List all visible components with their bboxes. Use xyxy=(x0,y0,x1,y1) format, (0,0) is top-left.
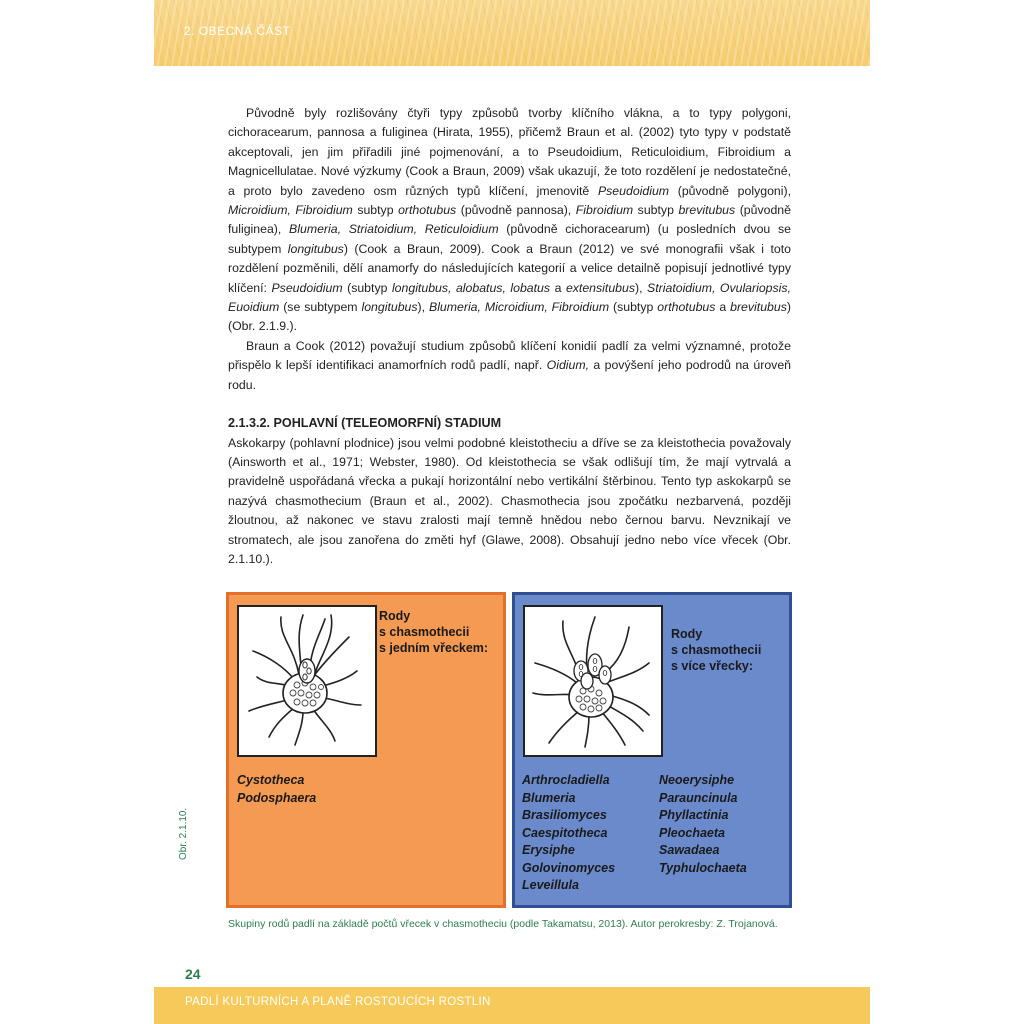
text-run: (původně pannosa), xyxy=(456,203,576,218)
book-title: PADLÍ KULTURNÍCH A PLANĚ ROSTOUCÍCH ROSTLIN xyxy=(185,996,491,1008)
text-run: (původně fuliginea), xyxy=(228,203,791,237)
genera-list-multiple-col2 xyxy=(659,772,747,877)
page-number: 24 xyxy=(185,966,201,982)
text-run: a xyxy=(550,280,566,295)
genus-item: Sawadaea xyxy=(659,843,720,857)
figure-2-1-10 xyxy=(226,592,792,912)
header-band xyxy=(154,0,870,66)
genus-item: Blumeria xyxy=(522,790,576,805)
body-text xyxy=(228,104,791,569)
genus-item: Typhulochaeta xyxy=(659,860,747,875)
text-run: (původně polygoni), xyxy=(669,183,791,198)
illustration-multiple-asci xyxy=(523,605,663,757)
paragraph-germination-importance xyxy=(228,337,791,395)
figure-caption: Skupiny rodů padlí na základě počtů vřecek v chasmotheciu (podle Takamatsu, 2013). Autor perokresby: Z. Trojanová. xyxy=(228,918,778,930)
genus-item: Neoerysiphe xyxy=(659,773,735,787)
text-run: Pseudoidium xyxy=(597,183,670,198)
genus-item: Phyllactinia xyxy=(659,808,729,822)
text-run: extensitubus xyxy=(565,280,635,295)
figure-number: Obr. 2.1.10. xyxy=(178,807,189,860)
text-run: (subtyp xyxy=(609,300,658,315)
text-run: Askokarpy (pohlavní plodnice) jsou velmi podobné kleistotheciu a dříve se za kleistothecia považovaly (Ainsworth et al., 1971; Webster, 1980). Od kleistothecia se však odlišují tím, že mají vytrvalá a pravidelně uspořádaná vřecka a pukají horizontální nebo vertikální štěrbinou. Tento typ askokarpů se nazývá chasmothecium (Braun et al., 2002). Chasmothecia jsou zpočátku nezbarvená, později žloutnou, až nakonec ve stavu zralosti mají temně hnědou nebo černou barvu. Nevznikají ve stromatech, ale jsou zanořena do změti hyf (Glawe, 2008). Obsahují jedno nebo více vřecek (Obr. 2.1.10.). xyxy=(228,435,791,566)
panel-label-multiple: Rody s chasmothecii s více vřecky: xyxy=(671,627,762,673)
panel-multiple-asci xyxy=(512,592,792,908)
genus-item: Leveillula xyxy=(522,878,579,892)
text-run: Oidium, xyxy=(546,358,590,373)
chasmothecium-drawing-single xyxy=(239,607,371,751)
genus-item: Arthrocladiella xyxy=(522,773,610,787)
text-run: ), xyxy=(417,300,429,315)
text-run: brevitubus xyxy=(678,203,736,218)
text-run: longitubus, alobatus, lobatus xyxy=(391,280,551,295)
text-run: Blumeria, Striatoidium, Reticuloidium xyxy=(289,222,499,237)
genus-item: Cystotheca xyxy=(237,773,305,787)
text-run: Fibroidium xyxy=(575,203,634,218)
text-run: orthotubus xyxy=(398,203,457,218)
genus-item: Erysiphe xyxy=(522,843,575,857)
page xyxy=(154,0,870,1024)
genera-list-single xyxy=(237,772,316,807)
text-run: Microidium, Fibroidium xyxy=(228,203,353,218)
paragraph-chasmothecium xyxy=(228,434,791,570)
text-run: (subtyp xyxy=(342,280,392,295)
text-run: ), xyxy=(634,280,648,295)
chasmothecium-drawing-multiple xyxy=(525,607,657,751)
genus-item: Podosphaera xyxy=(237,790,317,805)
text-run: brevitubus xyxy=(730,300,787,315)
paragraph-germination-types xyxy=(228,104,791,337)
text-run: subtyp xyxy=(633,203,679,218)
footer-band xyxy=(154,987,870,1024)
text-run: (se subtypem xyxy=(279,300,362,315)
text-run: orthotubus xyxy=(657,300,716,315)
text-run: longitubus xyxy=(361,300,418,315)
genus-item: Parauncinula xyxy=(659,790,738,805)
genera-list-multiple-col1 xyxy=(522,772,615,895)
text-run: a xyxy=(715,300,731,315)
text-run: (původně cichoracearum) (u posledních dvou se subtypem xyxy=(228,222,791,256)
illustration-single-ascus xyxy=(237,605,377,757)
panel-single-ascus xyxy=(226,592,506,908)
text-run: Braun a Cook (2012) považují studium způsobů klíčení konidií padlí za velmi významné, protože přispělo k lepší identifikaci anamorfních rodů padlí, např. xyxy=(228,338,791,373)
genus-item: Golovinomyces xyxy=(522,860,616,875)
text-run: Původně byly rozlišovány čtyři typy způsobů tvorby klíčního vlákna, a to typy polygoni, cichoracearum, pannosa a fuliginea (Hirata, 1955), přičemž Braun et al. (2002) tyto typy v podstatě akceptovali, jen jim přiřadili jiné pojmenování, a to Pseudoidium, Reticuloidium, Fibroidium a Magnicellulatae. Nové výzkumy (Cook a Braun, 2009) však ukazují, že toto rozdělení je nedostatečné, a proto bylo zavedeno osm různých typů klíčení, jmenovitě xyxy=(228,106,791,198)
text-run: ) (Cook a Braun, 2009). Cook a Braun (2012) ve své monografii však i toto rozdělení pozměnili, dělí anamorfy do následujících kategorií a velice detailně popisují jednotlivé typy klíčení: xyxy=(228,241,791,295)
text-run: a povýšení jeho podrodů na úroveň rodu. xyxy=(228,358,791,392)
text-run: Pseudoidium xyxy=(271,280,343,295)
text-run: ) (Obr. 2.1.9.). xyxy=(228,300,791,334)
panel-label-single: Rody s chasmothecii s jedním vřeckem: xyxy=(379,609,489,655)
section-heading: 2.1.3.2. POHLAVNÍ (TELEOMORFNÍ) STADIUM xyxy=(228,416,502,431)
chapter-label: 2. OBECNÁ ČÁST xyxy=(184,24,291,38)
text-run: subtyp xyxy=(352,203,399,218)
text-run: Blumeria, Microidium, Fibroidium xyxy=(429,300,610,315)
text-run: longitubus xyxy=(287,241,344,256)
genus-item: Brasiliomyces xyxy=(522,808,607,822)
text-run: Striatoidium, Ovulariopsis, Euoidium xyxy=(228,280,791,315)
genus-item: Caespitotheca xyxy=(522,825,608,840)
genus-item: Pleochaeta xyxy=(659,825,726,840)
